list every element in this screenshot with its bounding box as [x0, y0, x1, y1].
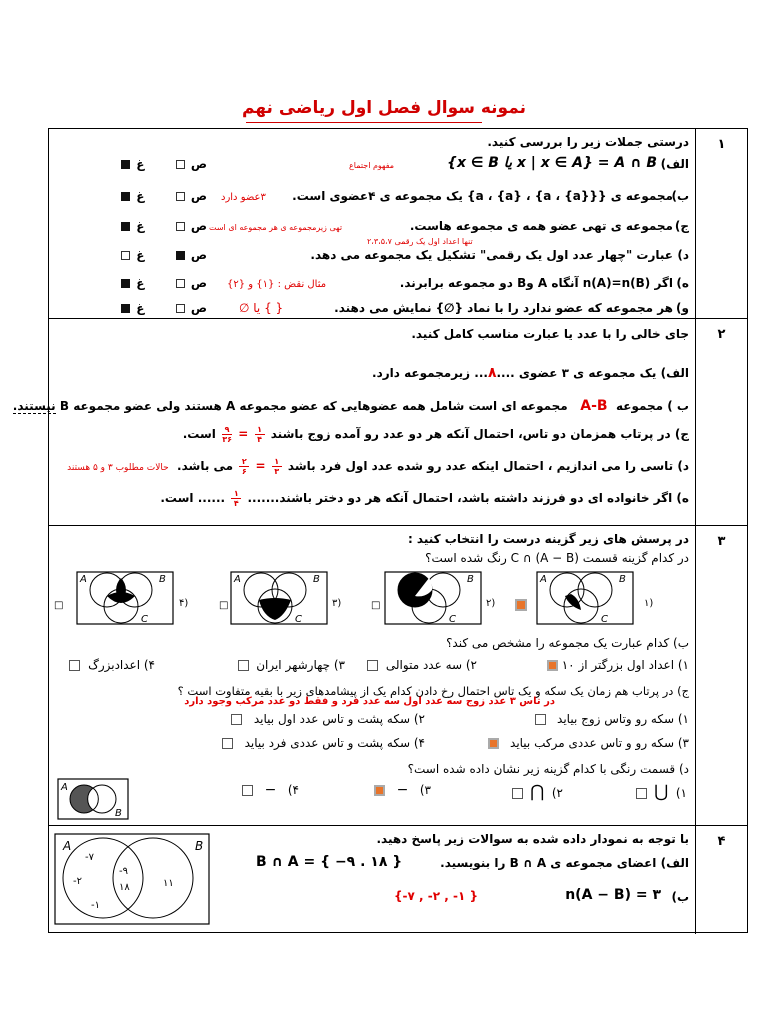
tf-false-label: غ	[136, 219, 145, 233]
q2-a-pre: الف) یک مجموعه ی ۳ عضوی ....	[496, 366, 689, 380]
q2-c-end: است.	[182, 427, 216, 441]
numerator: ۱	[257, 425, 262, 434]
q2-c-fraction	[255, 425, 265, 444]
q1-a-note: مفهوم اجتماع	[349, 161, 395, 170]
q3-b-option-2[interactable]	[367, 658, 477, 672]
q1-b-prefix: ب)	[671, 189, 689, 203]
true-checkbox[interactable]	[176, 251, 185, 260]
q1-e-prefix: ه)	[676, 276, 689, 290]
q2-c-text: ج) در پرتاب همزمان دو تاس، احتمال آنکه هر دو عدد رو آمده زوج باشند	[270, 427, 689, 441]
q2-a	[372, 365, 689, 381]
false-checkbox[interactable]	[121, 251, 130, 260]
venn-label-a: A	[540, 574, 547, 585]
option-radio	[367, 660, 378, 671]
numerator: ۱	[233, 489, 239, 498]
venn-value: ۱۱	[163, 878, 174, 889]
option-label: ۴) سکه پشت و تاس عددی فرد بیاید	[244, 736, 425, 750]
option-label: ۱) اعداد اول بزرگتر از ۱۰	[561, 658, 689, 672]
q3-d-option-1[interactable]	[636, 782, 687, 802]
tf-true-label: ص	[190, 189, 207, 203]
tf-true-label: ص	[190, 301, 207, 315]
q1-c-note: تهی زیرمجموعه ی هر مجموعه ای است	[209, 223, 343, 232]
option-label: ۳) چهارشهر ایران	[256, 658, 345, 672]
q1-intro: درستی جملات زیر را بررسی کنید.	[487, 135, 689, 149]
option-radio: □	[219, 600, 229, 611]
q1-f-text: هر مجموعه که عضو ندارد را با نماد {∅} نمایش می دهند.	[334, 301, 673, 315]
union-symbol: ⋃	[654, 782, 669, 802]
false-checkbox[interactable]	[121, 222, 130, 231]
q3-c-option-2[interactable]	[231, 712, 425, 726]
q2-e-text: ه) اگر خانواده ای دو فرزند داشته باشد، احتمال آنکه هر دو دختر باشند.......	[247, 491, 689, 505]
title-underline	[246, 122, 482, 123]
q3-b-option-1[interactable]	[547, 658, 689, 672]
venn-value: -۹	[119, 866, 128, 877]
q4-b-prefix: ب)	[671, 890, 689, 904]
q2-d-fraction	[272, 457, 282, 476]
q1-d-note: تنها اعداد اول یک رقمی ۲،۳،۵،۷	[367, 237, 473, 246]
question-row-4	[49, 826, 747, 934]
question-number: ۲	[695, 319, 747, 525]
venn-value: -۲	[73, 876, 82, 887]
question-number: ۴	[695, 826, 747, 934]
option-label: ۳)	[419, 783, 431, 797]
q3-a-question: در کدام گزینه قسمت (A − B) ∩ C رنگ شده است؟	[425, 551, 689, 565]
minus-symbol: −	[264, 782, 277, 798]
q3-c-option-1[interactable]	[535, 712, 689, 726]
q4-venn-diagram	[53, 832, 213, 928]
q3-c-option-3[interactable]	[488, 736, 689, 750]
option-radio	[238, 660, 249, 671]
q2-c-fraction	[222, 425, 232, 444]
q1-c-prefix: ج)	[674, 219, 689, 233]
question-number: ۱	[695, 129, 747, 318]
option-radio	[242, 785, 253, 796]
option-label: ۴) اعدادبزرگ	[88, 658, 155, 672]
q1-e-text: اگر n(A)=n(B) آنگاه A وB دو مجموعه برابرند.	[399, 276, 673, 290]
option-label: ۳)	[332, 598, 342, 609]
venn-label-b: B	[115, 808, 122, 819]
option-radio	[512, 788, 523, 799]
option-radio	[231, 714, 242, 725]
q3-d-question: د) قسمت رنگی با کدام گزینه زیر نشان داده شده است؟	[407, 762, 689, 776]
q2-e-end: ...... است.	[160, 491, 226, 505]
option-radio: □	[54, 600, 64, 611]
q1-e-note: مثال نقض : {۱} و {۲}	[227, 279, 327, 290]
venn-label-c: C	[601, 614, 608, 625]
tf-true-label: ص	[190, 276, 207, 290]
question-row-2	[12, 319, 747, 526]
denominator: ۳۶	[222, 435, 232, 444]
intersection-symbol: ⋂	[530, 782, 545, 802]
venn-label-c: C	[295, 614, 302, 625]
tf-false-label: غ	[136, 248, 145, 262]
option-radio-selected	[488, 738, 499, 749]
tf-true-label: ص	[190, 219, 207, 233]
venn-label-a: A	[61, 782, 68, 793]
q1-a-answer	[119, 157, 207, 171]
venn-value: -۷	[85, 852, 94, 863]
true-checkbox[interactable]	[176, 192, 185, 201]
tf-true-label: ص	[190, 248, 207, 262]
venn-label-a: A	[234, 574, 241, 585]
venn-label-c: C	[449, 614, 456, 625]
venn-option-4[interactable]	[54, 572, 188, 625]
option-radio-selected	[374, 785, 385, 796]
numerator: ۲	[241, 457, 247, 466]
q1-f-note: { } یا ∅	[239, 301, 284, 315]
q3-c-option-4[interactable]	[222, 736, 425, 750]
question-number: ۳	[695, 526, 747, 825]
venn-option-1[interactable]	[516, 572, 653, 625]
option-radio-selected	[547, 660, 558, 671]
q3-b-option-3[interactable]	[238, 658, 345, 672]
option-radio	[535, 714, 546, 725]
q1-f-answer	[119, 301, 207, 315]
option-label: ۴)	[179, 598, 189, 609]
option-radio	[222, 738, 233, 749]
option-radio: □	[371, 600, 381, 611]
q2-e	[160, 489, 689, 508]
option-label: ۱)	[644, 598, 654, 609]
false-checkbox[interactable]	[121, 304, 130, 313]
false-checkbox[interactable]	[121, 279, 130, 288]
venn-value: ۱۸	[119, 882, 130, 893]
q2-b-pre: ب ) مجموعه	[615, 399, 689, 413]
question-row-3	[49, 526, 747, 826]
question-row-1	[49, 129, 747, 319]
venn-label-b: B	[467, 574, 474, 585]
numerator: ۱	[274, 457, 280, 466]
q1-b-answer	[119, 189, 207, 203]
option-label: ۴)	[287, 783, 299, 797]
option-radio	[69, 660, 80, 671]
option-label: ۲)	[486, 598, 496, 609]
q4-b-answer: n(A − B) = ۳	[565, 887, 661, 903]
true-checkbox[interactable]	[176, 279, 185, 288]
option-radio-selected	[516, 600, 526, 610]
false-checkbox[interactable]	[121, 160, 130, 169]
tf-false-label: غ	[136, 189, 145, 203]
option-label: ۱)	[675, 786, 687, 800]
q2-intro: جای خالی را با عدد یا عبارت مناسب کامل کنید.	[411, 327, 689, 341]
q3-b-option-4[interactable]	[69, 658, 155, 672]
venn-option-3[interactable]	[219, 572, 341, 625]
minus-symbol: −	[396, 782, 409, 798]
option-label: ۳) سکه رو و تاس عددی مرکب بیاید	[510, 736, 689, 750]
tf-false-label: غ	[136, 276, 145, 290]
q1-d-text: عبارت "چهار عدد اول یک رقمی" تشکیل یک مجموعه می دهد.	[310, 248, 673, 262]
q3-a-venn-options	[49, 566, 689, 636]
q3-d-venn	[57, 778, 131, 822]
tf-false-label: غ	[136, 157, 145, 171]
venn-label-b: B	[159, 574, 166, 585]
q1-d-prefix: د)	[677, 248, 689, 262]
q3-d-option-3[interactable]	[374, 782, 431, 798]
tf-true-label: ص	[190, 157, 207, 171]
q2-d-fraction	[239, 457, 249, 476]
venn-label-a: A	[388, 574, 395, 585]
denominator: ۴	[233, 499, 239, 508]
q2-d-text: د) تاسی را می اندازیم ، احتمال اینکه عدد رو شده عدد اول فرد باشد	[287, 459, 689, 473]
q4-b-set: {-۷ , -۲ , -۱ }	[394, 889, 479, 903]
q1-c-text: مجموعه ی تهی عضو همه ی مجموعه هاست.	[409, 219, 673, 233]
q2-d-note: حالات مطلوب ۳ و ۵ هستند	[67, 463, 169, 473]
q1-b-note: ۳عضو دارد	[221, 192, 266, 203]
q3-c-question: ج) در پرتاب هم زمان یک سکه و یک تاس احتمال رخ دادن کدام یک از پیشامدهای زیر با بقیه متفاوت است ؟	[177, 684, 689, 698]
option-label: ۲) سه عدد متوالی	[385, 658, 477, 672]
page-title: نمونه سوال فصل اول ریاضی نهم	[242, 98, 526, 118]
q1-a-formula: A ∩ B = {x | x ∈ A یا x ∈ B}	[446, 155, 657, 171]
q1-f-prefix: و)	[676, 301, 689, 315]
denominator: ۶	[241, 467, 247, 476]
q2-b-answer: A-B	[580, 398, 608, 414]
true-checkbox[interactable]	[176, 222, 185, 231]
option-label: ۱) سکه رو وتاس زوج بیاید	[557, 712, 689, 726]
q4-a-text: الف) اعضای مجموعه ی B ∩ A را بنویسید.	[440, 856, 689, 870]
tf-false-label: غ	[136, 301, 145, 315]
q2-a-answer: ۸	[487, 365, 497, 381]
q1-b-text: مجموعه ی {a ، {a} ، {a ، {a}}} یک مجموعه ی ۴عضوی است.	[292, 189, 673, 203]
false-checkbox[interactable]	[121, 192, 130, 201]
q1-e-answer	[119, 276, 207, 290]
q4-intro: با توجه به نمودار داده شده به سوالات زیر پاسخ دهید.	[376, 832, 689, 846]
true-checkbox[interactable]	[176, 160, 185, 169]
venn-label-a: A	[63, 839, 72, 853]
q4-a-answer: B ∩ A = { −۹ . ۱۸ }	[256, 854, 403, 870]
venn-option-2[interactable]	[371, 572, 495, 625]
q3-b-question: ب) کدام عبارت یک مجموعه را مشخص می کند؟	[446, 636, 689, 650]
q2-a-post: ... زیرمجموعه دارد.	[372, 366, 488, 380]
question-table	[12, 128, 748, 933]
q3-c-note: در تاس ۳ عدد زوج سه عدد اول سه عدد فرد و فقط دو عدد مرکب وجود دارد	[184, 696, 555, 707]
q2-b-post: مجموعه ای است شامل همه عضوهایی که عضو مجموعه A هستند ولی عضو مجموعه B	[59, 399, 568, 413]
q2-d-end: می باشد.	[177, 459, 234, 473]
true-checkbox[interactable]	[176, 304, 185, 313]
denominator: ۴	[257, 435, 262, 444]
q1-d-answer	[119, 248, 207, 262]
q2-b-end: نیستند.	[12, 399, 56, 413]
q2-c: ج) در پرتاب همزمان دو تاس، احتمال آنکه هر دو عدد رو آمده زوج باشند $\frac{۱}{۴}$ = $\frac{۹}{۳۶}$ است.	[182, 425, 689, 444]
q3-d-option-2[interactable]	[512, 782, 563, 802]
venn-label-b: B	[619, 574, 626, 585]
q2-b	[13, 398, 689, 414]
option-label: ۲) سکه پشت و تاس عدد اول بیاید	[253, 712, 425, 726]
q2-e-fraction	[231, 489, 241, 508]
option-radio	[636, 788, 647, 799]
denominator: ۳	[274, 467, 280, 476]
q1-a-prefix: الف)	[660, 157, 689, 171]
venn-value: -۱	[91, 900, 100, 911]
q3-d-option-4[interactable]	[242, 782, 299, 798]
option-label: ۲)	[551, 786, 563, 800]
venn-label-c: C	[141, 614, 148, 625]
q3-intro: در پرسش های زیر گزینه درست را انتخاب کنید :	[407, 532, 689, 546]
venn-label-a: A	[80, 574, 87, 585]
venn-label-b: B	[313, 574, 320, 585]
q1-c-answer	[119, 219, 207, 233]
numerator: ۹	[224, 425, 230, 434]
venn-label-b: B	[195, 839, 204, 853]
q2-d: د) تاسی را می اندازیم ، احتمال اینکه عدد رو شده عدد اول فرد باشد $\frac{۱}{۳}$ = $\frac{۲}{۶}$ می باشد. حالات مطلوب ۳ و ۵ هستند	[67, 457, 689, 476]
